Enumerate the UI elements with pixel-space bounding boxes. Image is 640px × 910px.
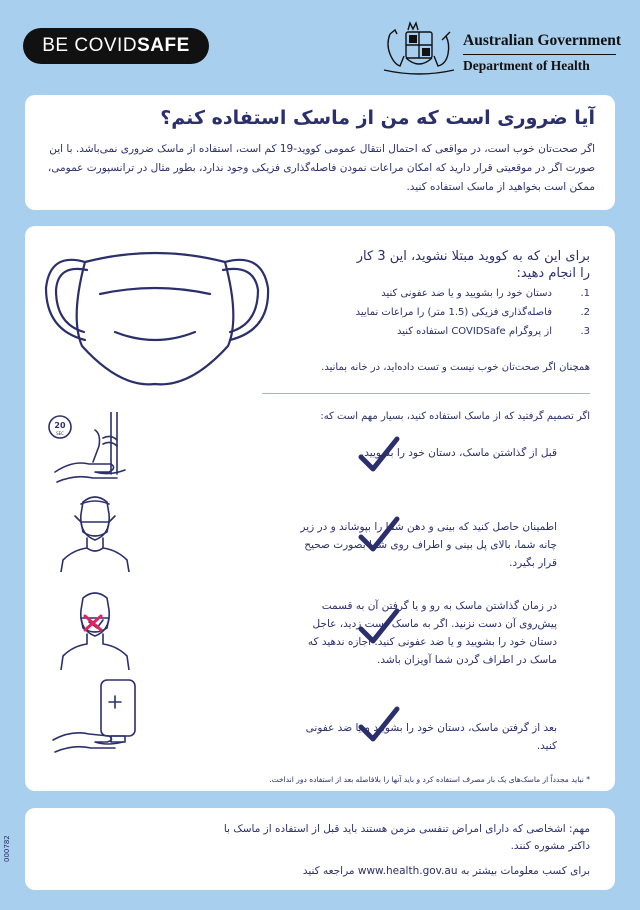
intro-text: برای این که به کووید مبتلا نشوید، این 3 کار را انجام دهید:	[356, 249, 590, 281]
mask-rule-3: در زمان گذاشتن ماسک به رو و یا گرفتن آن به قسمت پیش‌روی آن دست نزنید. اگر به ماسک دست زدید، عاجل دستان خود را بشویید و یا ضد عفونی کنید. اجازه ندهید که ماسک در اطراف گردن شما آویزان باشد.	[307, 600, 557, 666]
government-logo	[380, 20, 620, 76]
step-text: از پروگرام COVIDSafe استفاده کنید	[396, 326, 552, 337]
mask-rule-1: قبل از گذاشتن ماسک، دستان خود را بشویید.	[360, 447, 557, 459]
timer-label: 20	[54, 421, 66, 430]
coat-of-arms-icon	[380, 20, 458, 76]
document-code: 000782	[3, 835, 11, 862]
step-number: 1.	[580, 288, 590, 299]
main-card	[25, 226, 615, 791]
step-number: 2.	[580, 307, 590, 318]
stay-home-text: همچنان اگر صحت‌تان خوب نیست و تست داده‌اید، در خانه بمانید.	[321, 362, 590, 373]
hand-washing-icon	[45, 412, 145, 492]
important-note: مهم: اشخاصی که دارای امراض تنفسی مزمن هستند باید قبل از استفاده از ماسک با داکتر مشوره کنند.	[223, 823, 590, 852]
header-body: اگر صحت‌تان خوب است، در مواقعی که احتمال انتقال عمومی کووید-19 کم است، استفاده از ماسک ضروری نمی‌باشد. با این صورت اگر در موقعیتی قرار دارید که امکان مراعات نمودن فاصله‌گذاری فزیکی وجود ندارد، بطور مثال در ترانسپورت عمومی، ممکن است بخواهید از ماسک استفاده کنید.	[47, 143, 595, 193]
list-item	[300, 326, 590, 345]
sanitiser-icon	[45, 678, 145, 758]
person-mask-icon	[45, 492, 145, 572]
person-touch-mask-icon	[45, 590, 145, 670]
steps-list	[300, 288, 590, 345]
gov-rule	[463, 54, 616, 55]
step-text: دستان خود را بشویید و یا ضد عفونی کنید	[381, 288, 552, 299]
more-info: برای کسب معلومات بیشتر به www.health.gov.au مراجعه کنید	[302, 865, 590, 877]
divider	[262, 393, 590, 394]
step-number: 3.	[580, 326, 590, 337]
mask-rule-2: اطمینان حاصل کنید که بینی و دهن شما را بپوشاند و در زیر چانه شما، بالای پل بینی و اطراف روی شما بصورت صحیح قرار بگیرد.	[300, 521, 557, 569]
page-title: آیا ضروری است که من از ماسک استفاده کنم؟	[160, 107, 595, 129]
logo-prefix: BE COVID	[42, 35, 138, 56]
department-name: Department of Health	[463, 58, 590, 73]
list-item	[300, 307, 590, 326]
bottom-card	[25, 808, 615, 890]
step-text: فاصله‌گذاری فزیکی (1.5 متر) را مراعات نمایید	[355, 307, 552, 318]
mask-rules-intro: اگر تصمیم گرفتید که از ماسک استفاده کنید، بسیار مهم است که:	[320, 411, 590, 422]
face-mask-icon	[40, 238, 275, 388]
gov-name: Australian Government	[463, 32, 622, 49]
timer-sub: SEC	[56, 431, 64, 436]
footnote: * نباید مجدداً از ماسک‌های یک بار مصرف استفاده کرد و باید آنها را بلافاصله بعد از استفاده دور انداخت.	[269, 775, 590, 784]
list-item	[300, 288, 590, 307]
covidsafe-logo	[23, 28, 209, 64]
logo-suffix: SAFE	[137, 35, 190, 56]
mask-rule-4: بعد از گرفتن ماسک، دستان خود را بشویید و یا ضد عفونی کنید.	[305, 722, 557, 752]
header-card	[25, 95, 615, 210]
